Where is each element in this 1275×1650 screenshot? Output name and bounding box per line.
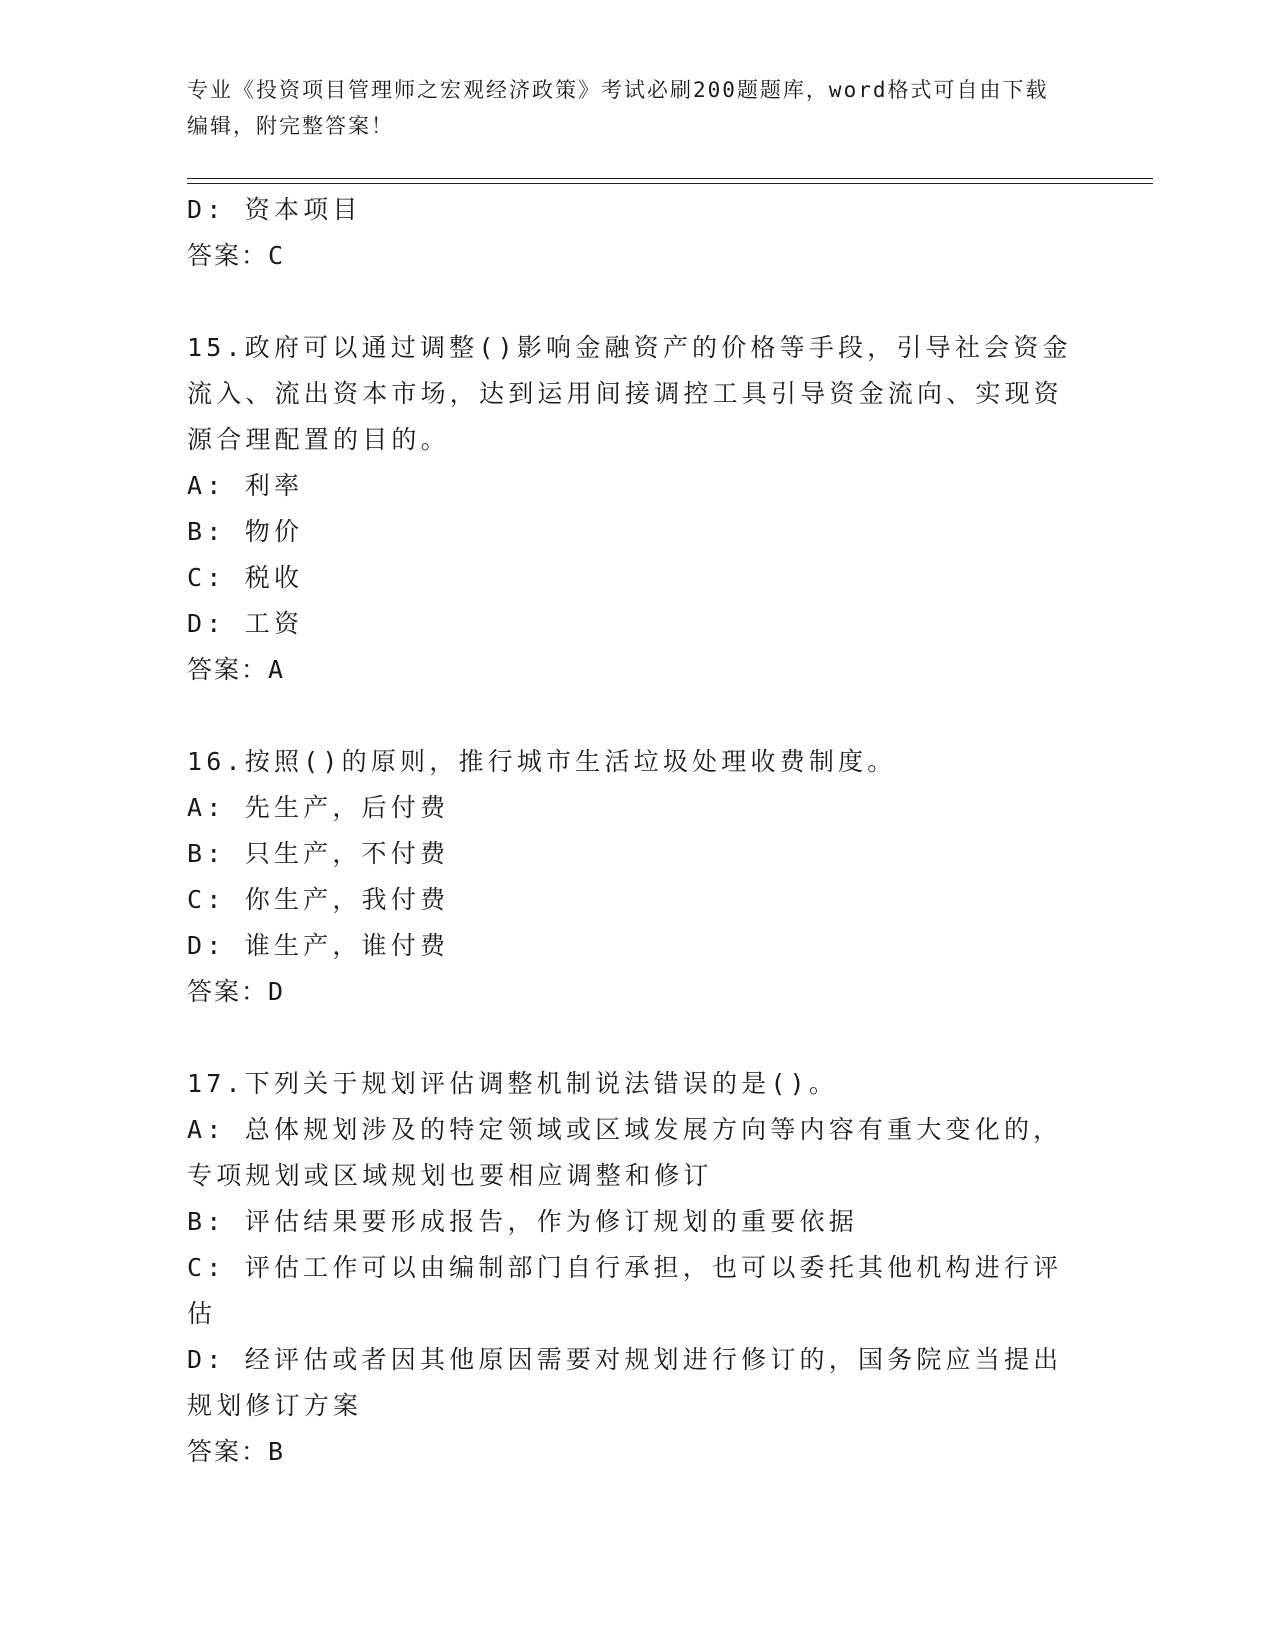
answer-value: B bbox=[268, 1437, 288, 1466]
answer-line bbox=[187, 1429, 1077, 1475]
question-stem: 15.政府可以通过调整()影响金融资产的价格等手段，引导社会资金流入、流出资本市场，达到运用间接调控工具引导资金流向、实现资源合理配置的目的。 bbox=[187, 333, 1072, 454]
option-c: C: 税收 bbox=[187, 563, 304, 592]
option-a: A: 先生产，后付费 bbox=[187, 793, 450, 822]
option-d: D: 工资 bbox=[187, 609, 304, 638]
answer-value: D bbox=[268, 977, 288, 1006]
header-divider bbox=[187, 178, 1153, 184]
answer-label: 答案： bbox=[187, 1437, 269, 1466]
answer-value: C bbox=[268, 241, 288, 270]
document-header: 专业《投资项目管理师之宏观经济政策》考试必刷200题题库，word格式可自由下载编辑，附完整答案！ bbox=[187, 78, 1049, 138]
option-b: B: 评估结果要形成报告，作为修订规划的重要依据 bbox=[187, 1207, 858, 1236]
answer-label: 答案： bbox=[187, 241, 269, 270]
answer-line bbox=[187, 233, 1077, 279]
option-a: A: 总体规划涉及的特定领域或区域发展方向等内容有重大变化的，专项规划或区域规划也要相应调整和修订 bbox=[187, 1115, 1063, 1190]
option-b: B: 只生产，不付费 bbox=[187, 839, 450, 868]
question-stem: 17.下列关于规划评估调整机制说法错误的是()。 bbox=[187, 1069, 839, 1098]
answer-line bbox=[187, 969, 1077, 1015]
option-b: B: 物价 bbox=[187, 517, 304, 546]
answer-label: 答案： bbox=[187, 977, 269, 1006]
option-d: D: 经评估或者因其他原因需要对规划进行修订的，国务院应当提出规划修订方案 bbox=[187, 1345, 1063, 1420]
answer-line bbox=[187, 647, 1077, 693]
option-d: D: 谁生产，谁付费 bbox=[187, 931, 450, 960]
question-17 bbox=[187, 1061, 1077, 1475]
question-stem: 16.按照()的原则，推行城市生活垃圾处理收费制度。 bbox=[187, 747, 897, 776]
question-16 bbox=[187, 739, 1077, 1015]
option-c: C: 你生产，我付费 bbox=[187, 885, 450, 914]
answer-label: 答案： bbox=[187, 655, 269, 684]
question-15 bbox=[187, 325, 1077, 693]
option-a: A: 利率 bbox=[187, 471, 304, 500]
option-d: D: 资本项目 bbox=[187, 195, 362, 224]
option-c: C: 评估工作可以由编制部门自行承担，也可以委托其他机构进行评估 bbox=[187, 1253, 1063, 1328]
answer-value: A bbox=[268, 655, 288, 684]
question-content bbox=[187, 187, 1077, 1475]
